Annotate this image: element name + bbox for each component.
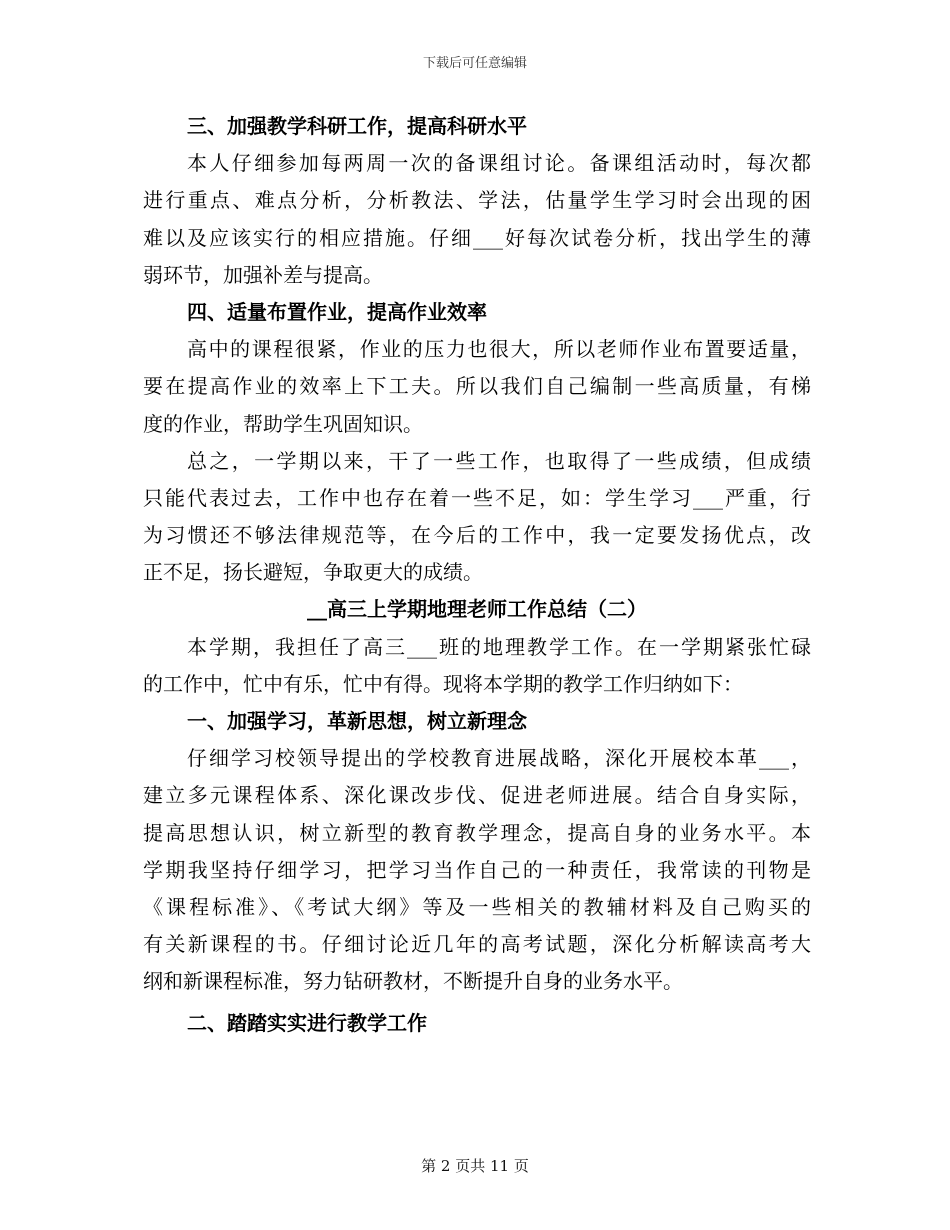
- page-footer: 第 2 页共 11 页: [421, 1157, 529, 1175]
- paragraph-line: 只能代表过去，工作中也存在着一些不足，如：学生学习___严重，行: [143, 485, 811, 510]
- section-heading-1: 一、加强学习，革新思想，树立新理念: [187, 709, 527, 733]
- document-body: [143, 108, 811, 1042]
- paragraph-line: 高中的课程很紧，作业的压力也很大，所以老师作业布置要适量，: [187, 337, 811, 362]
- paragraph-line: 本学期，我担任了高三___班的地理教学工作。在一学期紧张忙碌: [187, 634, 811, 659]
- paragraph-line: 总之，一学期以来，干了一些工作，也取得了一些成绩，但成绩: [187, 448, 811, 473]
- paragraph-line: 纲和新课程标准，努力钻研教材，不断提升自身的业务水平。: [143, 969, 683, 994]
- paragraph-line: 建立多元课程体系、深化课改步伐、促进老师进展。结合自身实际，: [143, 783, 811, 808]
- page-header: 下载后可任意编辑: [422, 56, 527, 71]
- section-heading-3: 三、加强教学科研工作，提高科研水平: [187, 114, 527, 138]
- paragraph-line: 提高思想认识，树立新型的教育教学理念，提高自身的业务水平。本: [143, 820, 811, 845]
- document-subtitle: __高三上学期地理老师工作总结（二）: [307, 597, 647, 622]
- paragraph-line: 进行重点、难点分析，分析教法、学法，估量学生学习时会出现的困: [143, 188, 811, 213]
- section-heading-4: 四、适量布置作业，提高作业效率: [187, 299, 487, 324]
- paragraph-line: 有关新课程的书。仔细讨论近几年的高考试题，深化分析解读高考大: [143, 932, 811, 957]
- paragraph-line: 学期我坚持仔细学习，把学习当作自己的一种责任，我常读的刊物是: [143, 857, 811, 882]
- section-heading-2: 二、踏踏实实进行教学工作: [187, 1010, 427, 1035]
- paragraph-line: 为习惯还不够法律规范等，在今后的工作中，我一定要发扬优点，改: [143, 523, 811, 548]
- paragraph-line: 弱环节，加强补差与提高。: [143, 262, 383, 287]
- paragraph-line: 难以及应该实行的相应措施。仔细___好每次试卷分析，找出学生的薄: [143, 225, 811, 250]
- paragraph-line: 仔细学习校领导提出的学校教育进展战略，深化开展校本革___，: [187, 746, 811, 771]
- paragraph-line: 的工作中，忙中有乐，忙中有得。现将本学期的教学工作归纳如下：: [143, 671, 743, 696]
- paragraph-line: 度的作业，帮助学生巩固知识。: [143, 411, 423, 436]
- paragraph-line: 要在提高作业的效率上下工夫。所以我们自己编制一些高质量，有梯: [143, 374, 811, 399]
- paragraph-line: 《课程标准》、《考试大纲》等及一些相关的教辅材料及自己购买的: [143, 894, 811, 919]
- paragraph-line: 正不足，扬长避短，争取更大的成绩。: [143, 560, 483, 585]
- paragraph-line: 本人仔细参加每两周一次的备课组讨论。备课组活动时，每次都: [187, 151, 811, 176]
